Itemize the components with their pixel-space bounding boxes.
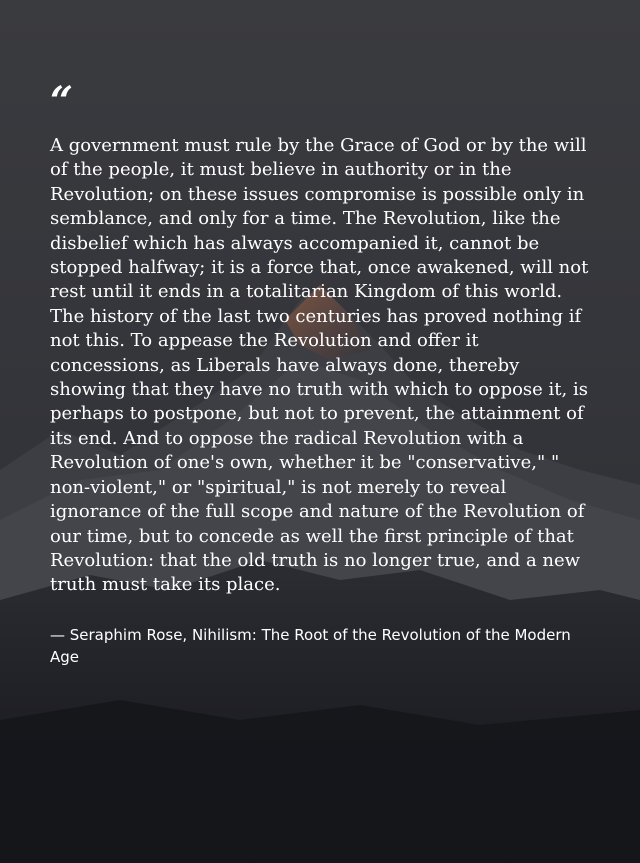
quote-card: [50, 78, 595, 668]
quote-attribution: — Seraphim Rose, Nihilism: The Root of the Revolution of the Modern Age: [50, 625, 571, 666]
quote-mark-icon: “: [50, 78, 74, 125]
quote-text: A government must rule by the Grace of God or by the will of the people, it must believe in authority or in the Revolution; on these issues compromise is possible only in semblance, and only for a time. The Revolution, like the disbelief which has always accompanied it, cannot be stopped halfway; it is a force that, once awakened, will not rest until it ends in a totalitarian Kingdom of this world. The history of the last two centuries has proved nothing if not this. To appease the Revolution and offer it concessions, as Liberals have always done, thereby showing that they have no truth with which to oppose it, is perhaps to postpone, but not to prevent, the attainment of its end. And to oppose the radical Revolution with a Revolution of one's own, whether it be "conservative," " non-violent," or "spiritual," is not merely to reveal ignorance of the full scope and nature of the Revolution of our time, but to concede as well the first principle of that Revolution: that the old truth is no longer true, and a new truth must take its place.: [50, 135, 589, 596]
